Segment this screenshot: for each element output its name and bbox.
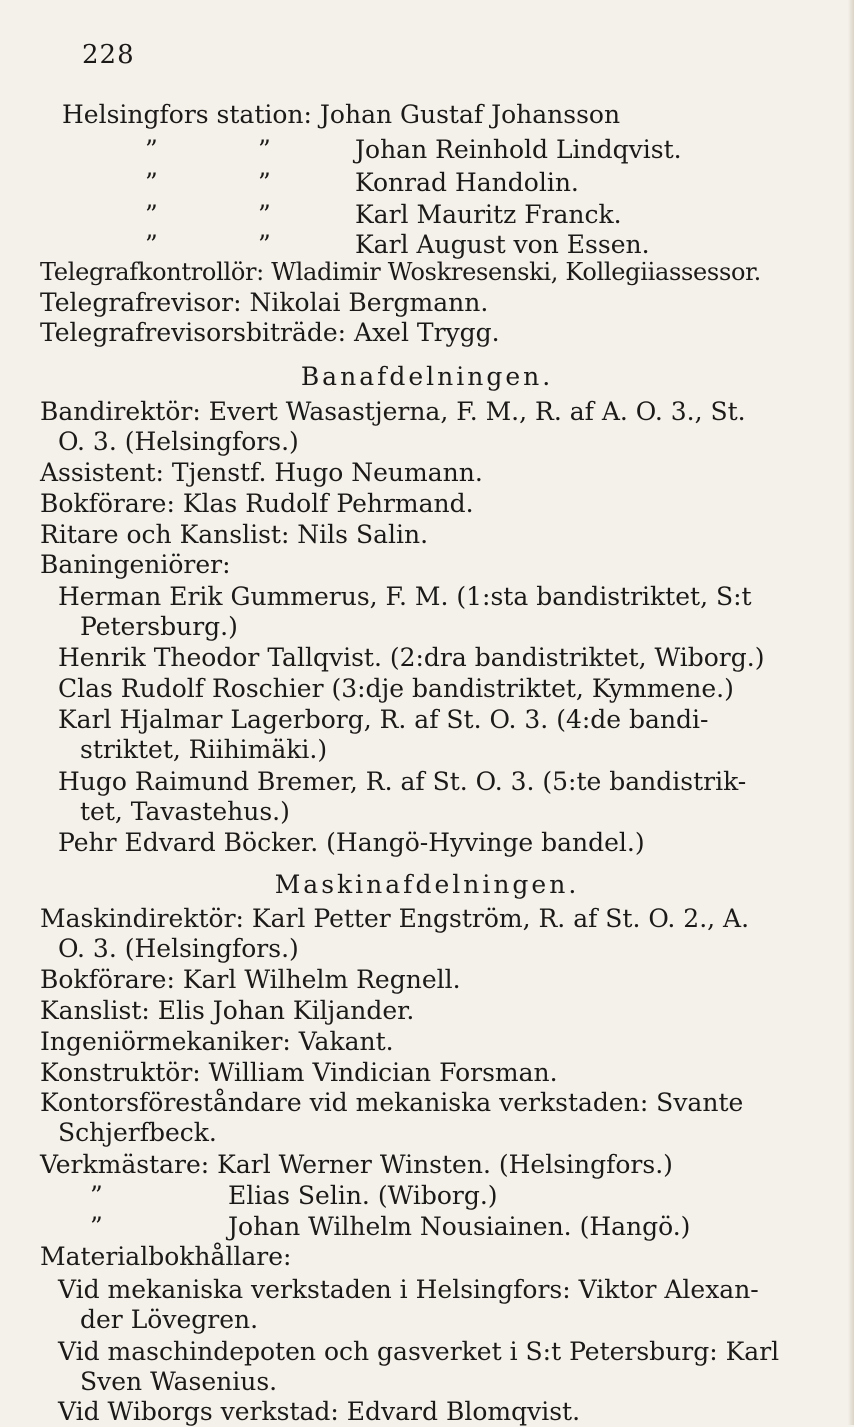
mask-line-15: Vid maschindepoten och gasverket i S:t Petersburg: Karl bbox=[58, 1337, 780, 1366]
mask-line-3: Bokförare: Karl Wilhelm Regnell. bbox=[40, 965, 461, 994]
mask-line-2: O. 3. (Helsingfors.) bbox=[58, 934, 299, 963]
station-line-1: Helsingfors station: Johan Gustaf Johansson bbox=[62, 100, 621, 129]
telegraph-line-3: Telegrafrevisorsbiträde: Axel Trygg. bbox=[40, 318, 500, 347]
mask-line-13: Vid mekaniska verkstaden i Helsingfors: Viktor Alexan- bbox=[58, 1275, 759, 1304]
mask-line-1: Maskindirektör: Karl Petter Engström, R. af St. O. 2., A. bbox=[40, 904, 750, 933]
mask-line-6: Konstruktör: William Vindician Forsman. bbox=[40, 1058, 558, 1087]
ban-line-7: Herman Erik Gummerus, F. M. (1:sta bandistriktet, S:t bbox=[58, 582, 752, 611]
mask-line-12: Materialbokhållare: bbox=[40, 1242, 292, 1271]
mask-line-4: Kanslist: Elis Johan Kiljander. bbox=[40, 996, 415, 1025]
ban-line-2: O. 3. (Helsingfors.) bbox=[58, 427, 299, 456]
ban-line-14: tet, Tavastehus.) bbox=[80, 797, 290, 826]
ban-line-13: Hugo Raimund Bremer, R. af St. O. 3. (5:te bandistrik- bbox=[58, 767, 747, 796]
ban-line-6: Baningeniörer: bbox=[40, 550, 231, 579]
ban-line-3: Assistent: Tjenstf. Hugo Neumann. bbox=[40, 458, 483, 487]
mask-line-14: der Lövegren. bbox=[80, 1305, 259, 1334]
mask-line-9: Verkmästare: Karl Werner Winsten. (Helsingfors.) bbox=[40, 1150, 673, 1179]
mask-line-7: Kontorsföreståndare vid mekaniska verkstaden: Svante bbox=[40, 1088, 744, 1117]
ban-line-11: Karl Hjalmar Lagerborg, R. af St. O. 3. (4:de bandi- bbox=[58, 705, 709, 734]
ban-line-1: Bandirektör: Evert Wasastjerna, F. M., R. af A. O. 3., St. bbox=[40, 397, 746, 426]
ban-line-15: Pehr Edvard Böcker. (Hangö-Hyvinge bandel.) bbox=[58, 828, 645, 857]
mask-line-17: Vid Wiborgs verkstad: Edvard Blomqvist. bbox=[58, 1397, 581, 1426]
mask-line-8: Schjerfbeck. bbox=[58, 1118, 217, 1147]
ban-line-12: striktet, Riihimäki.) bbox=[80, 735, 328, 764]
ban-line-5: Ritare och Kanslist: Nils Salin. bbox=[40, 520, 429, 549]
telegraph-line-1: Telegrafkontrollör: Wladimir Woskresenski, Kollegiiassessor. bbox=[40, 258, 761, 286]
ban-line-8: Petersburg.) bbox=[80, 612, 238, 641]
page-edge-shadow bbox=[848, 0, 854, 1425]
ban-line-10: Clas Rudolf Roschier (3:dje bandistriktet, Kymmene.) bbox=[58, 674, 734, 703]
mask-line-5: Ingeniörmekaniker: Vakant. bbox=[40, 1027, 394, 1056]
section-heading-mask: Maskinafdelningen. bbox=[274, 870, 580, 899]
page-number: 228 bbox=[82, 40, 135, 70]
section-heading-ban: Banafdelningen. bbox=[300, 362, 554, 391]
ban-line-4: Bokförare: Klas Rudolf Pehrmand. bbox=[40, 489, 474, 518]
mask-line-16: Sven Wasenius. bbox=[80, 1367, 278, 1396]
ban-line-9: Henrik Theodor Tallqvist. (2:dra bandistriktet, Wiborg.) bbox=[58, 643, 765, 672]
telegraph-line-2: Telegrafrevisor: Nikolai Bergmann. bbox=[40, 288, 489, 317]
